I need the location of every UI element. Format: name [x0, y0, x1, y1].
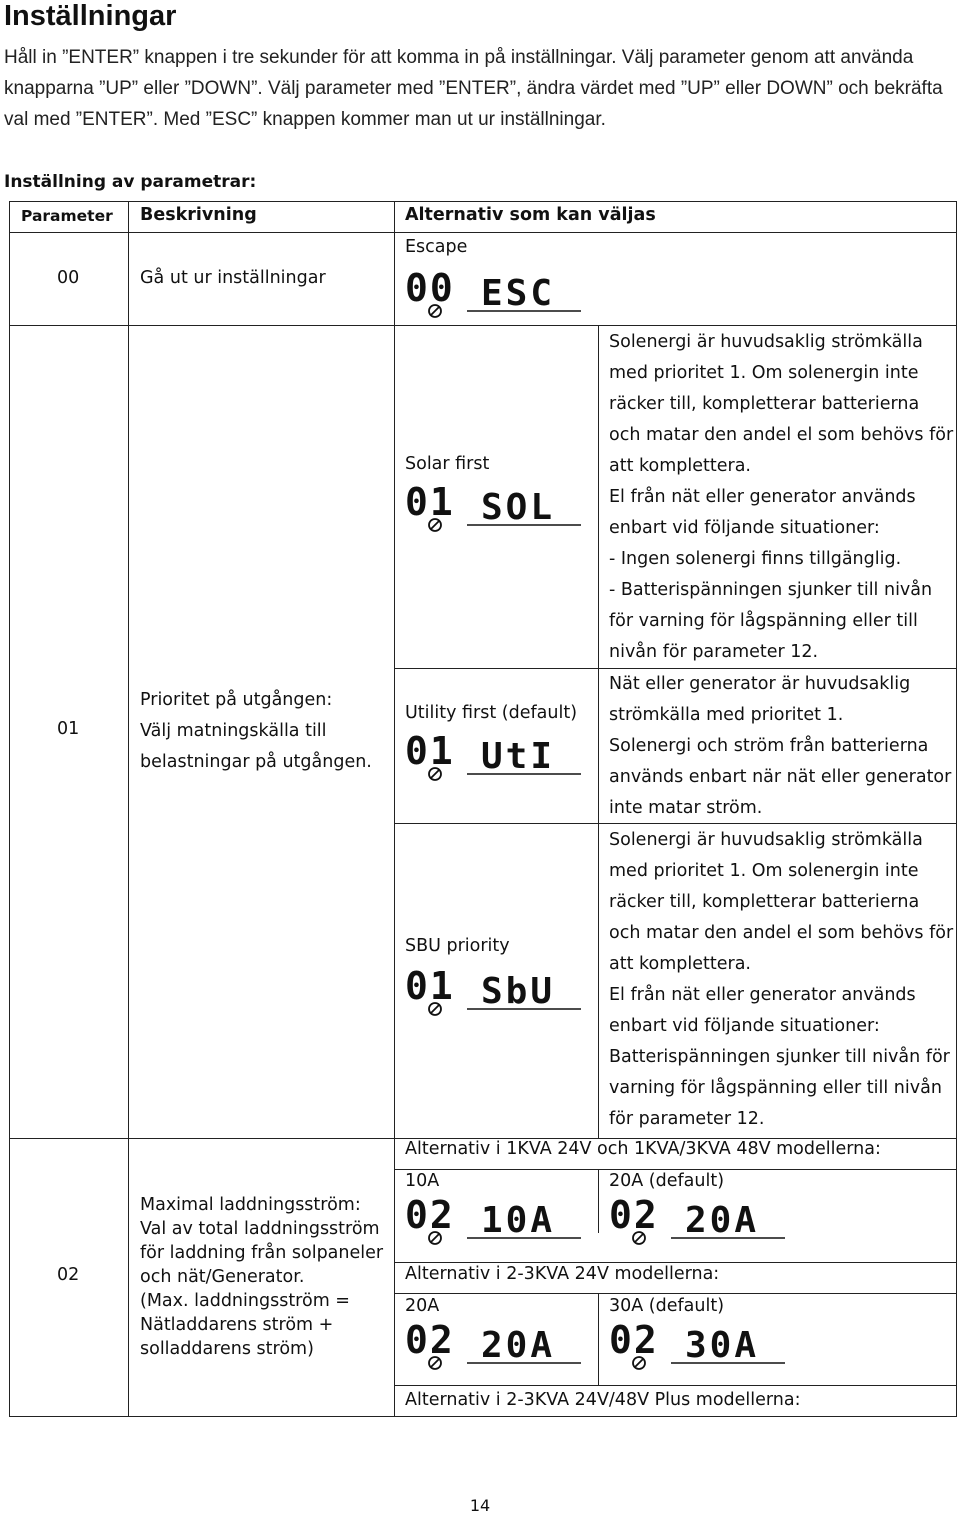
lcd-display — [405, 485, 585, 538]
table-border-bottom — [9, 1416, 957, 1417]
lcd-screen — [405, 1198, 585, 1246]
option-20a-default-label: 20A (default) — [609, 1171, 725, 1191]
option-text-line: strömkälla med prioritet 1. — [609, 705, 844, 725]
desc-02 — [140, 1193, 383, 1361]
lcd-display — [405, 734, 585, 787]
option-10a-label: 10A — [405, 1171, 440, 1191]
row-divider — [9, 232, 957, 233]
row-divider — [9, 325, 957, 326]
page-title: Inställningar — [4, 0, 177, 32]
group1-title: Alternativ i 1KVA 24V och 1KVA/3KVA 48V modellerna: — [405, 1139, 881, 1159]
option-30a-default-label: 30A (default) — [609, 1296, 725, 1316]
lcd-screen — [405, 969, 585, 1017]
option-utility-first-label: Utility first (default) — [405, 703, 578, 723]
intro-line: val med ”ENTER”. Med ”ESC” knappen kommer man ut ur inställningar. — [4, 109, 606, 130]
option-sbu-priority-label: SBU priority — [405, 936, 510, 956]
table-border-top — [9, 201, 957, 202]
lcd-parameter-number: 01 — [405, 485, 455, 524]
option-text-line: räcker till, kompletterar batterierna — [609, 394, 920, 414]
option-text-line: Solenergi och ström från batterierna — [609, 736, 929, 756]
lcd-option-code: SbU — [481, 971, 556, 1012]
lcd-display — [609, 1323, 789, 1376]
lcd-option-code: 10A — [481, 1200, 556, 1241]
lcd-option-code: 30A — [685, 1325, 760, 1366]
table-border-left — [9, 201, 10, 1417]
desc-line: Välj matningskälla till — [140, 721, 327, 741]
option-text-line: med prioritet 1. Om solenergin inte — [609, 363, 919, 383]
lcd-display — [405, 1198, 585, 1251]
intro-line: knapparna ”UP” eller ”DOWN”. Välj parameter med ”ENTER”, ändra värdet med ”UP” eller DOWN” och bekräfta — [4, 78, 943, 99]
desc-line: Nätladdarens ström + — [140, 1315, 334, 1335]
lcd-display — [405, 271, 585, 324]
lcd-option-code: 20A — [481, 1325, 556, 1366]
desc-line: Prioritet på utgången: — [140, 690, 333, 710]
desc-line: för laddning från solpaneler — [140, 1243, 384, 1263]
lcd-screen — [609, 1323, 789, 1371]
header-description: Beskrivning — [140, 205, 257, 225]
lcd-parameter-number: 02 — [609, 1198, 659, 1237]
option-text-line: och matar den andel el som behövs för — [609, 425, 954, 445]
option-divider — [598, 1169, 599, 1233]
option-text-line: varning för lågspänning eller till nivån — [609, 1078, 942, 1098]
option-escape-label: Escape — [405, 237, 468, 257]
option-text-line: för parameter 12. — [609, 1109, 765, 1129]
lcd-display — [405, 1323, 585, 1376]
option-text-line: Batterispänningen sjunker till nivån för — [609, 1047, 950, 1067]
param-00: 00 — [57, 268, 80, 288]
lcd-option-code: ESC — [481, 273, 556, 314]
option-solar-first-text — [609, 327, 953, 668]
desc-line: Val av total laddningsström — [140, 1219, 380, 1239]
option-text-line: att komplettera. — [609, 456, 751, 476]
option-text-line: räcker till, kompletterar batterierna — [609, 892, 920, 912]
option-row-divider — [394, 1293, 957, 1294]
option-text-line: Nät eller generator är huvudsaklig — [609, 674, 911, 694]
option-text-line: El från nät eller generator används — [609, 985, 916, 1005]
option-text-line: för varning för lågspänning eller till — [609, 611, 918, 631]
desc-line: (Max. laddningsström = — [140, 1291, 350, 1311]
lcd-parameter-number: 02 — [405, 1323, 455, 1362]
group2-title: Alternativ i 2-3KVA 24V modellerna: — [405, 1264, 720, 1284]
lcd-parameter-number: 00 — [405, 271, 455, 310]
option-sbu-priority-text — [609, 825, 953, 1135]
option-text-line: används enbart när nät eller generator — [609, 767, 952, 787]
header-parameter: Parameter — [21, 207, 113, 225]
option-text-line: inte matar ström. — [609, 798, 763, 818]
lcd-display — [405, 969, 585, 1022]
lcd-screen — [405, 734, 585, 782]
option-solar-first-label: Solar first — [405, 454, 490, 474]
lcd-screen — [405, 485, 585, 533]
lcd-option-code: SOL — [481, 487, 556, 528]
option-text-line: Solenergi är huvudsaklig strömkälla — [609, 332, 923, 352]
lcd-parameter-number: 02 — [609, 1323, 659, 1362]
option-text-line: Solenergi är huvudsaklig strömkälla — [609, 830, 923, 850]
lcd-parameter-number: 01 — [405, 734, 455, 773]
option-text-line: med prioritet 1. Om solenergin inte — [609, 861, 919, 881]
group3-title: Alternativ i 2-3KVA 24V/48V Plus modellerna: — [405, 1390, 801, 1410]
option-text-line: - Batterispänningen sjunker till nivån — [609, 580, 933, 600]
intro-line: Håll in ”ENTER” knappen i tre sekunder för att komma in på inställningar. Välj parameter genom att använda — [4, 47, 914, 68]
param-01: 01 — [57, 719, 80, 739]
option-divider — [598, 1293, 599, 1385]
option-row-divider — [394, 1169, 957, 1170]
option-text-line: nivån för parameter 12. — [609, 642, 819, 662]
option-text-line: El från nät eller generator används — [609, 487, 916, 507]
desc-line: belastningar på utgången. — [140, 752, 372, 772]
lcd-screen — [405, 271, 585, 319]
intro-paragraph — [4, 42, 956, 135]
option-20a-label: 20A — [405, 1296, 440, 1316]
lcd-screen — [405, 1323, 585, 1371]
option-text-line: enbart vid följande situationer: — [609, 1016, 880, 1036]
option-text-line: att komplettera. — [609, 954, 751, 974]
desc-01 — [140, 685, 372, 778]
col-divider — [394, 201, 395, 1417]
lcd-display — [609, 1198, 789, 1251]
lcd-parameter-number: 01 — [405, 969, 455, 1008]
col-divider — [128, 201, 129, 1417]
desc-line: och nät/Generator. — [140, 1267, 305, 1287]
option-row-divider — [394, 1385, 957, 1386]
lcd-option-code: UtI — [481, 736, 556, 777]
option-utility-first-text — [609, 669, 951, 824]
table-border-right — [956, 201, 957, 1417]
option-text-line: och matar den andel el som behövs för — [609, 923, 954, 943]
settings-table — [9, 201, 957, 1417]
desc-line: solladdarens ström) — [140, 1339, 314, 1359]
page-number: 14 — [469, 1496, 491, 1515]
desc-00: Gå ut ur inställningar — [140, 268, 326, 288]
option-text-line: enbart vid följande situationer: — [609, 518, 880, 538]
option-text-line: - Ingen solenergi finns tillgänglig. — [609, 549, 902, 569]
lcd-screen — [609, 1198, 789, 1246]
desc-line: Maximal laddningsström: — [140, 1195, 361, 1215]
lcd-option-code: 20A — [685, 1200, 760, 1241]
header-options: Alternativ som kan väljas — [405, 205, 656, 225]
section-subtitle: Inställning av parametrar: — [4, 172, 257, 192]
param-02: 02 — [57, 1265, 80, 1285]
option-row-divider — [394, 1262, 957, 1263]
option-divider — [598, 326, 599, 1138]
lcd-parameter-number: 02 — [405, 1198, 455, 1237]
